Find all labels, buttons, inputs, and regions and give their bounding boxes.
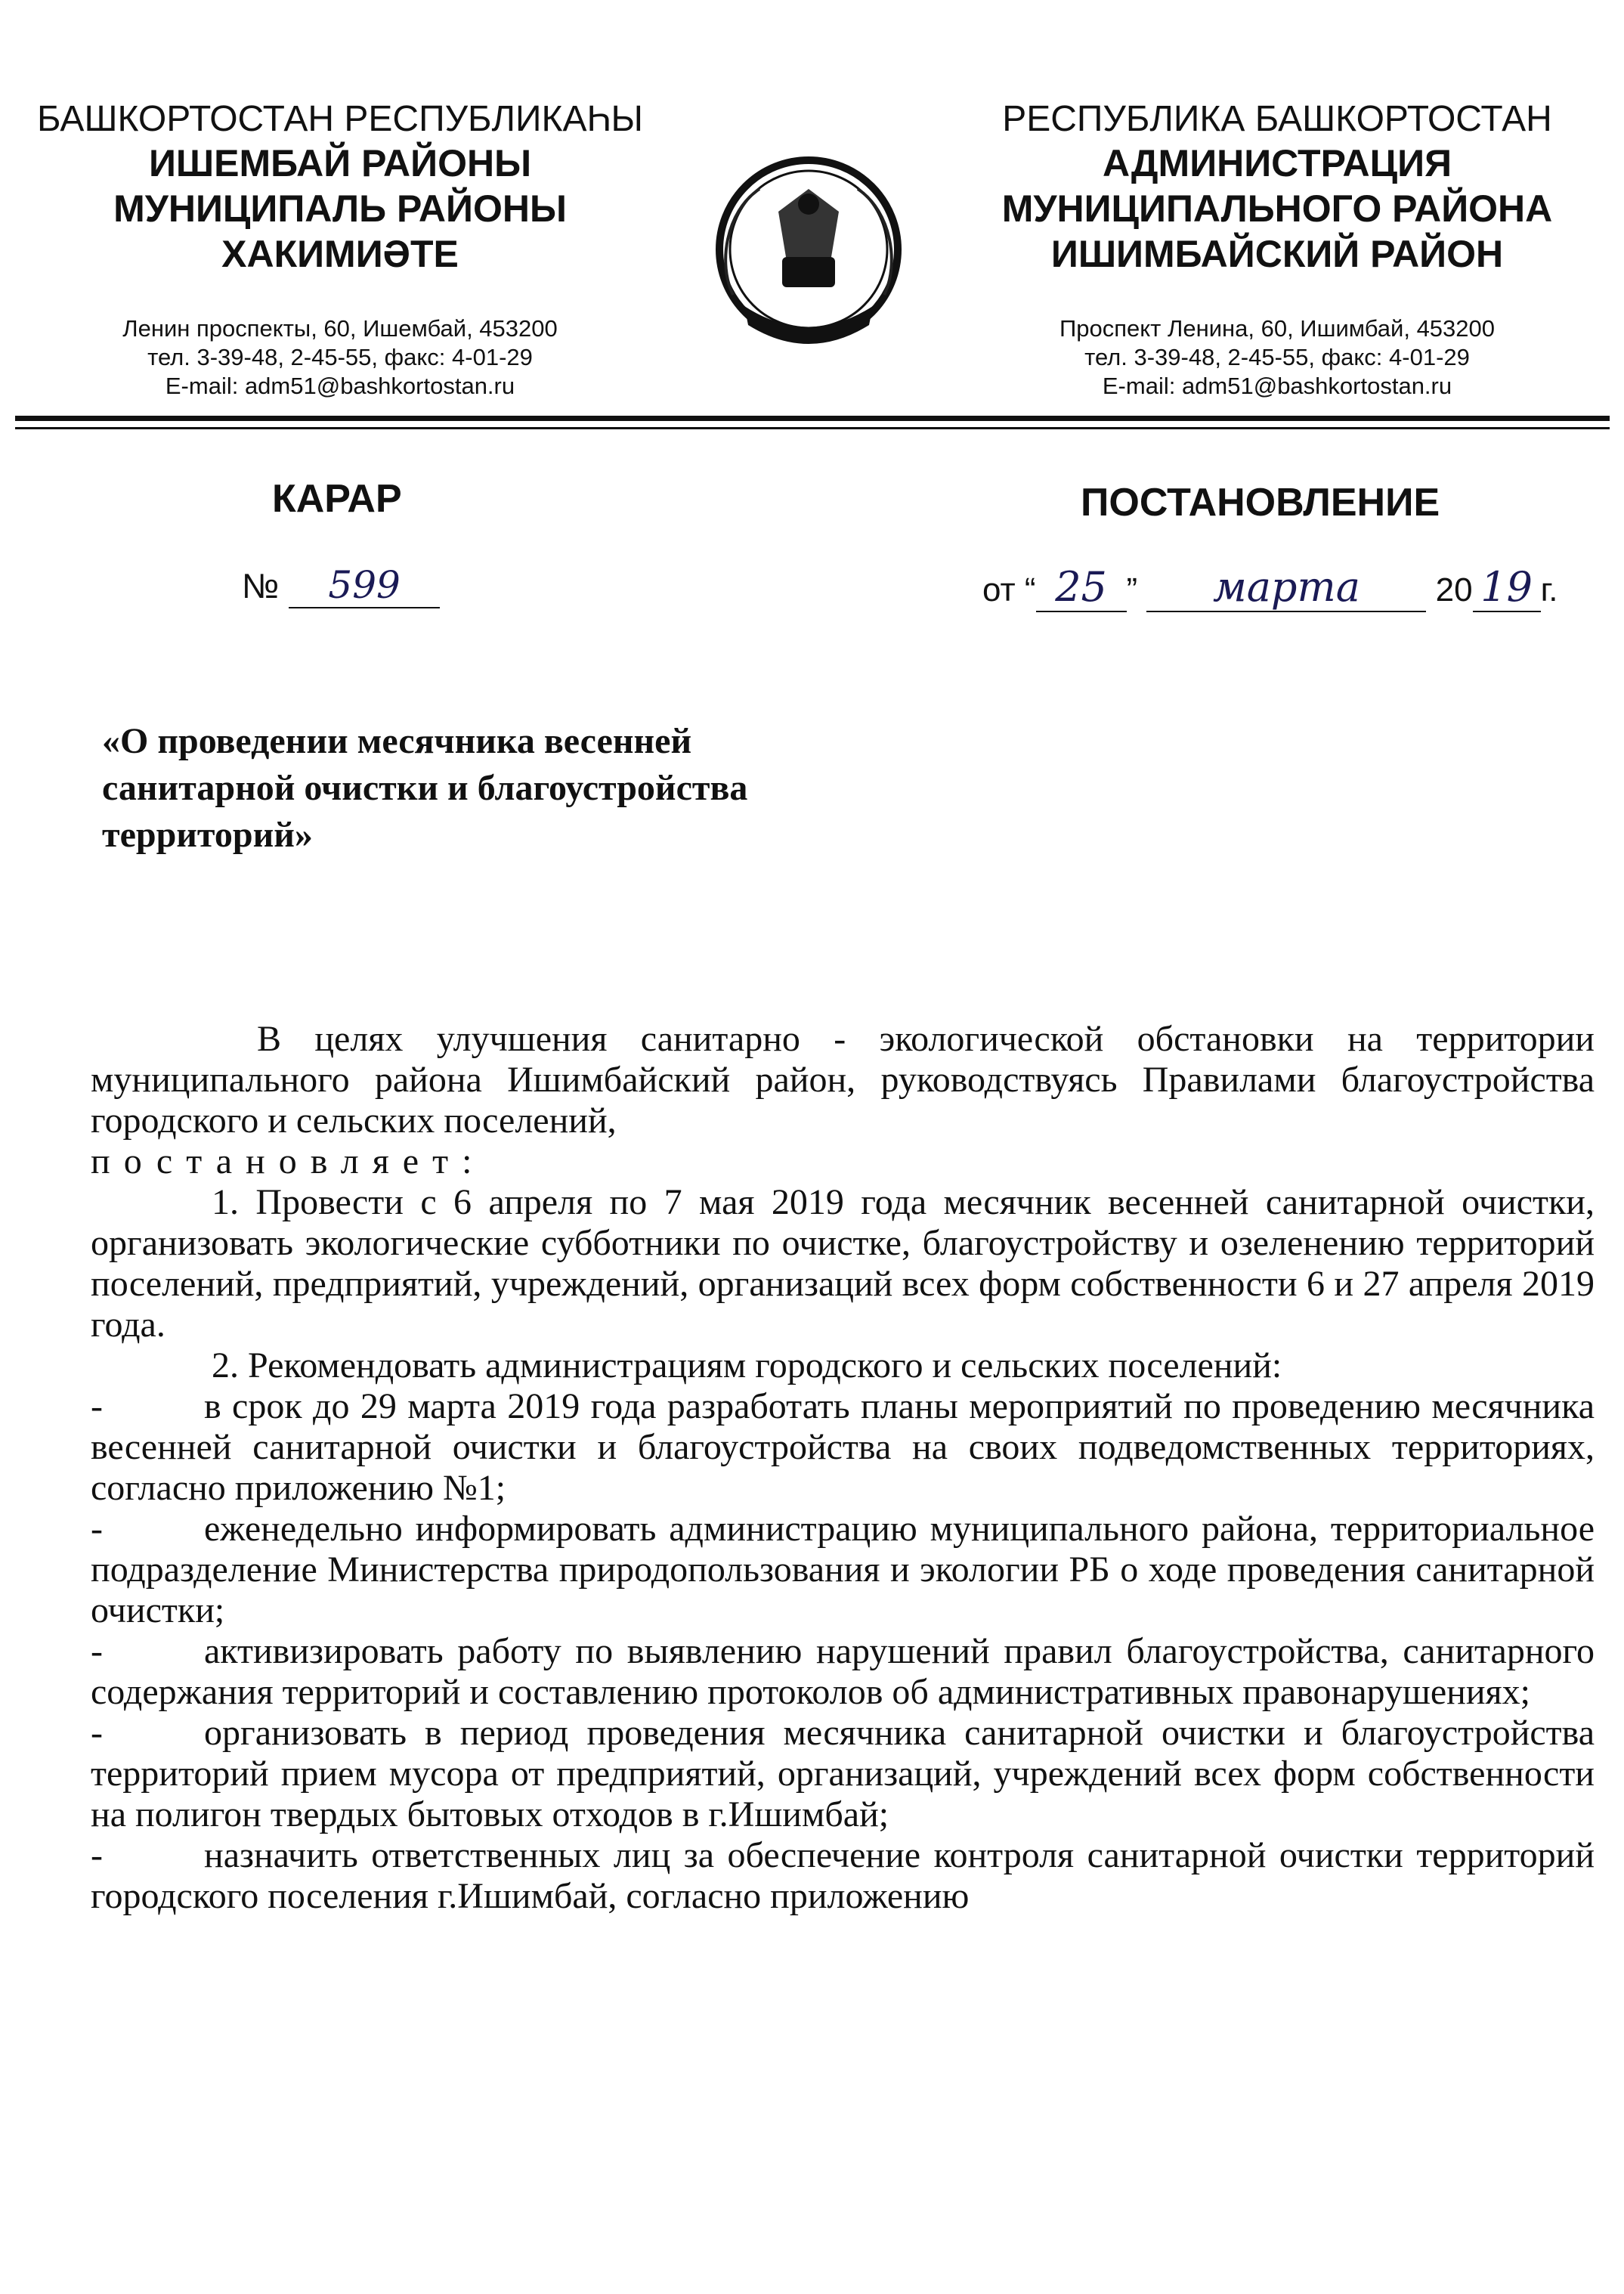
year-prefix: 20 — [1435, 571, 1473, 608]
dash-item-4: - организовать в период проведения месячника санитарной очистки и благоустройства территорий прием мусора от предприятий, организаций, учреждений всех форм собственности на полигон твердых бытовых отходов в г.Ишимбай; — [91, 1713, 1595, 1834]
email-ba: E-mail: adm51@bashkortostan.ru — [165, 373, 515, 399]
decree-word: постановляет: — [91, 1141, 486, 1181]
district-name-ru: ИШИМБАЙСКИЙ РАЙОН — [1050, 233, 1504, 275]
handwritten-number: 599 — [289, 563, 440, 608]
document-body — [91, 1019, 1595, 1917]
contact-block-ba — [30, 314, 650, 401]
administration-ba: ХАКИМИӘТЕ — [221, 233, 459, 275]
intro-paragraph: В целях улучшения санитарно - экологической обстановки на территории муниципального района Ишимбайский район, руководствуясь Правилами благоустройства городского и сельских поселений, — [91, 1019, 1595, 1141]
municipal-ru: МУНИЦИПАЛЬНОГО РАЙОНА — [1001, 187, 1553, 230]
header-divider-thick — [15, 416, 1610, 421]
handwritten-year: 19 — [1473, 563, 1541, 612]
item-1: 1. Провести с 6 апреля по 7 мая 2019 года месячник весенней санитарной очистки, организовать экологические субботники по очистке, благоустройству и озеленению территорий поселений, предприятий, учреждений, организаций всех форм собственности 6 и 27 апреля 2019 года. — [91, 1182, 1595, 1345]
republic-name-ru: РЕСПУБЛИКА БАШКОРТОСТАН — [1002, 99, 1552, 139]
header-left-bashkir — [30, 98, 650, 401]
municipal-ba: МУНИЦИПАЛЬ РАЙОНЫ — [113, 187, 567, 230]
bashkortostan-emblem-icon — [688, 144, 930, 370]
year-suffix: г. — [1540, 571, 1558, 608]
dash-item-3: - активизировать работу по выявлению нарушений правил благоустройства, санитарного содержания территорий и составлению протоколов об административных правонарушениях; — [91, 1631, 1595, 1712]
dash-item-5: - назначить ответственных лиц за обеспечение контроля санитарной очистки территорий городского поселения г.Ишимбай, согласно приложению — [91, 1835, 1595, 1916]
document-title: «О проведении месячника весенней санитарной очистки и благоустройства территорий» — [102, 721, 748, 855]
contact-block-ru — [960, 314, 1595, 401]
header-divider-thin — [15, 427, 1610, 429]
date-prefix: от — [982, 571, 1016, 608]
address-ru: Проспект Ленина, 60, Ишимбай, 453200 — [1059, 315, 1496, 342]
republic-name-ba: БАШКОРТОСТАН РЕСПУБЛИКАҺЫ — [36, 99, 644, 139]
document-date: от “ 25 ” марта 20 19 г. — [982, 563, 1558, 611]
address-ba: Ленин проспекты, 60, Ишембай, 453200 — [122, 315, 558, 342]
doc-type-karar: КАРАР — [272, 477, 402, 521]
administration-ru: АДМИНИСТРАЦИЯ — [1102, 142, 1452, 184]
item-2: 2. Рекомендовать администрациям городского и сельских поселений: — [212, 1345, 1282, 1385]
document-number — [242, 563, 440, 608]
handwritten-month: марта — [1146, 563, 1426, 612]
phone-ba: тел. 3-39-48, 2-45-55, факс: 4-01-29 — [147, 344, 533, 370]
email-ru: E-mail: adm51@bashkortostan.ru — [1102, 373, 1452, 399]
phone-ru: тел. 3-39-48, 2-45-55, факс: 4-01-29 — [1084, 344, 1470, 370]
header-right-russian — [960, 98, 1595, 401]
dash-item-1: - в срок до 29 марта 2019 года разработать планы мероприятий по проведению месячника весенней санитарной очистки и благоустройства на своих подведомственных территориях, согласно приложению №1; — [91, 1386, 1595, 1508]
handwritten-day: 25 — [1036, 563, 1127, 612]
number-prefix: № — [242, 566, 280, 605]
dash-item-2: - еженедельно информировать администрацию муниципального района, территориальное подразделение Министерства природопользования и экологии РБ о ходе проведения санитарной очистки; — [91, 1509, 1595, 1630]
district-name-ba: ИШЕМБАЙ РАЙОНЫ — [148, 142, 532, 184]
doc-type-postanovlenie: ПОСТАНОВЛЕНИЕ — [1081, 481, 1440, 525]
